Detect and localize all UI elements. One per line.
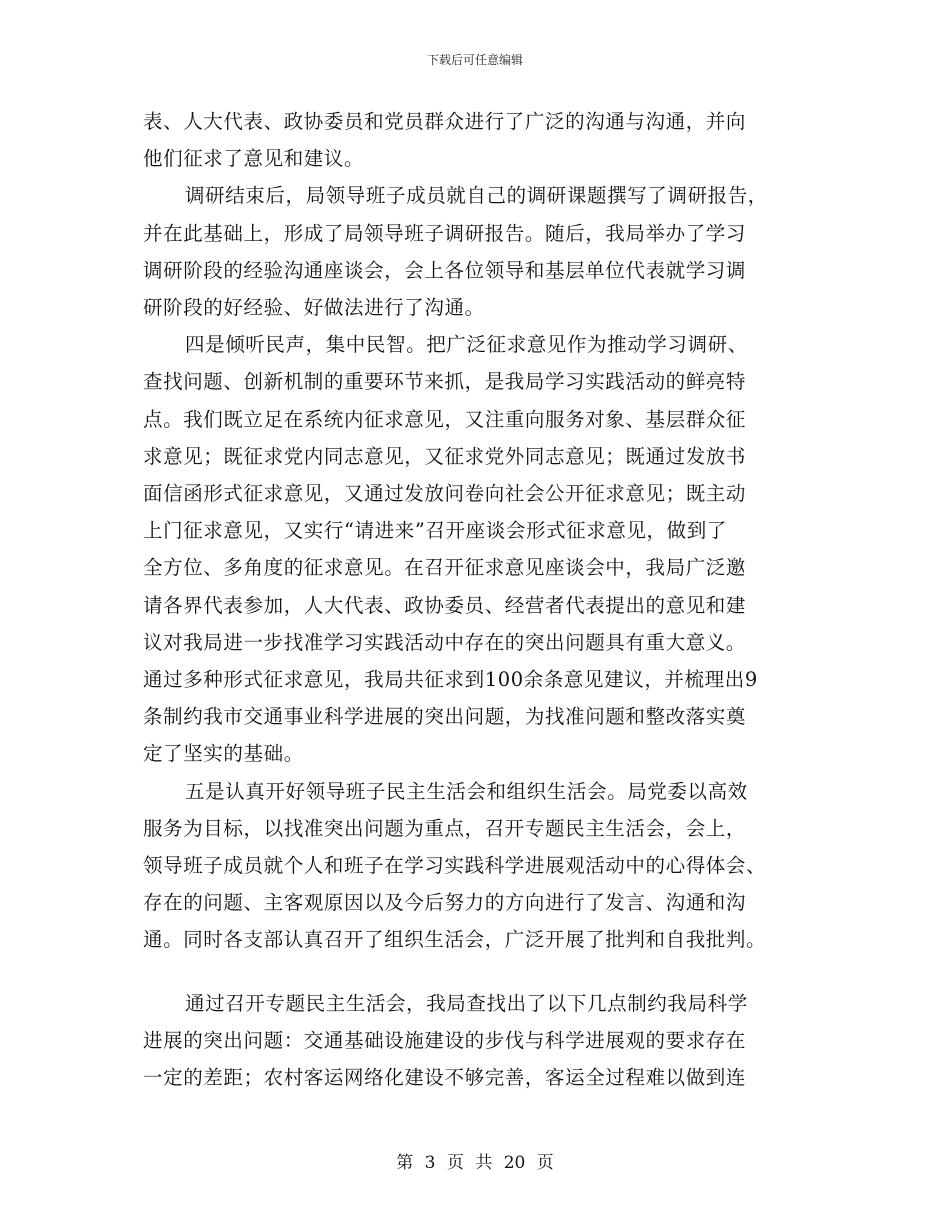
paragraph (143, 177, 813, 326)
document-body (143, 103, 813, 1096)
text-line: 定了坚实的基础。 (143, 742, 304, 766)
text-line: 点。我们既立足在系统内征求意见，又注重向服务对象、基层群众征 (143, 407, 747, 431)
text-line: 面信函形式征求意见，又通过发放问卷向社会公开征求意见；既主动 (143, 482, 747, 506)
paragraph (143, 103, 813, 177)
text-line: 通过召开专题民主生活会，我局查找出了以下几点制约我局科学 (185, 991, 748, 1015)
text-line: 议对我局进一步找准学习实践活动中存在的突出问题具有重大意义。 (143, 630, 747, 654)
text-line: 领导班子成员就个人和班子在学习实践科学进展观活动中的心得体会、 (143, 854, 767, 878)
text-line: 通过多种形式征求意见，我局共征求到100余条意见建议，并梳理出9 (143, 668, 758, 692)
text-line: 他们征求了意见和建议。 (143, 147, 365, 171)
text-line: 查找问题、创新机制的重要环节来抓，是我局学习实践活动的鲜亮特 (143, 370, 747, 394)
text-line: 一定的差距；农村客运网络化建设不够完善，客运全过程难以做到连 (143, 1066, 747, 1090)
text-line: 请各界代表参加，人大代表、政协委员、经营者代表提出的意见和建 (143, 593, 747, 617)
text-line: 通。同时各支部认真召开了组织生活会，广泛开展了批判和自我批判。 (143, 928, 767, 952)
text-line: 五是认真开好领导班子民主生活会和组织生活会。局党委以高效 (185, 779, 748, 803)
text-line: 存在的问题、主客观原因以及今后努力的方向进行了发言、沟通和沟 (143, 891, 747, 915)
text-line: 上门征求意见，又实行“请进来”召开座谈会形式征求意见，做到了 (143, 519, 727, 543)
text-line: 调研阶段的经验沟通座谈会，会上各位领导和基层单位代表就学习调 (143, 258, 747, 282)
text-line: 条制约我市交通事业科学进展的突出问题，为找准问题和整改落实奠 (143, 705, 747, 729)
paragraph-gap (143, 959, 813, 985)
text-line: 调研结束后，局领导班子成员就自己的调研课题撰写了调研报告， (185, 184, 768, 208)
text-line: 全方位、多角度的征求意见。在召开征求意见座谈会中，我局广泛邀 (143, 556, 747, 580)
text-line: 并在此基础上，形成了局领导班子调研报告。随后，我局举办了学习 (143, 221, 747, 245)
paragraph (143, 773, 813, 959)
text-line: 表、人大代表、政协委员和党员群众进行了广泛的沟通与沟通，并向 (143, 110, 747, 133)
text-line: 研阶段的好经验、好做法进行了沟通。 (143, 296, 485, 320)
text-line: 四是倾听民声，集中民智。把广泛征求意见作为推动学习调研、 (185, 333, 748, 357)
page-footer: 第 3 页 共 20 页 (396, 1153, 554, 1173)
text-line: 求意见；既征求党内同志意见，又征求党外同志意见；既通过发放书 (143, 444, 747, 468)
page-header: 下载后可任意编辑 (426, 53, 523, 67)
paragraph (143, 985, 813, 1097)
text-line: 进展的突出问题：交通基础设施建设的步伐与科学进展观的要求存在 (143, 1028, 747, 1052)
paragraph (143, 326, 813, 772)
text-line: 服务为目标，以找准突出问题为重点，召开专题民主生活会，会上， (143, 816, 747, 840)
